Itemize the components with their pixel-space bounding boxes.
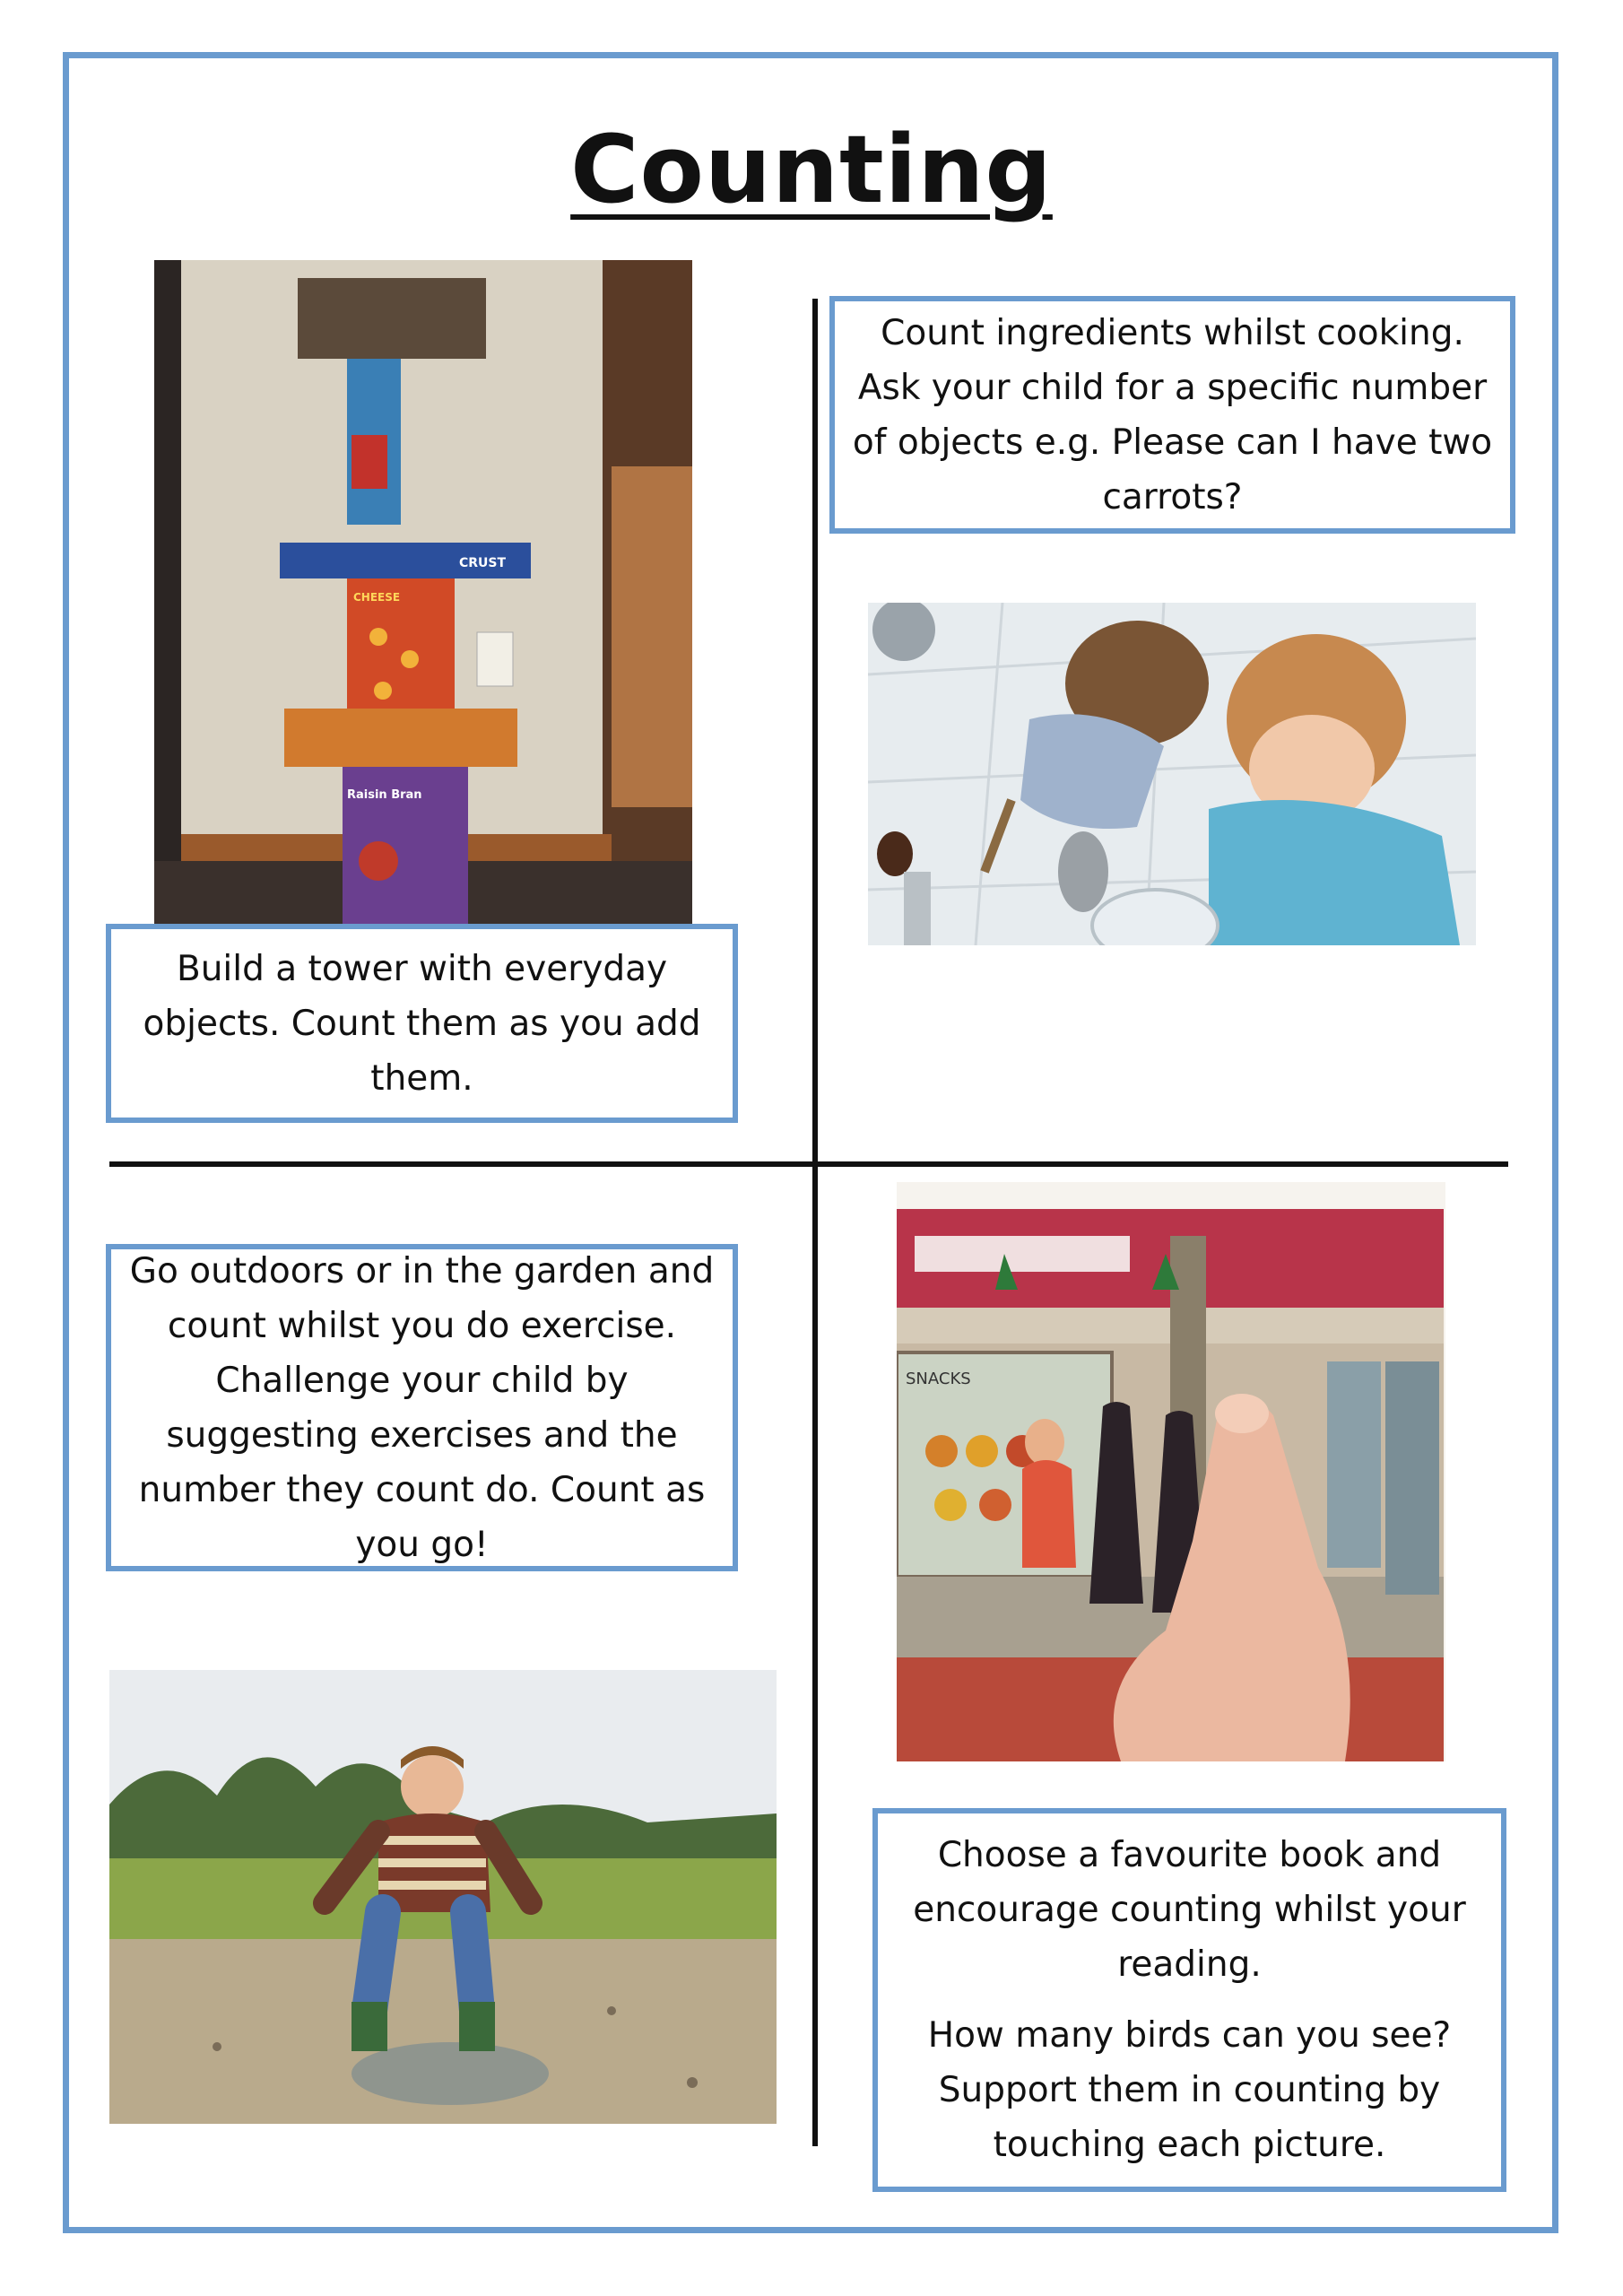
- tower-photo: [154, 260, 692, 924]
- cooking-photo: [868, 603, 1476, 945]
- tower-activity-box: [106, 924, 738, 1123]
- cooking-activity-text: Count ingredients whilst cooking. Ask your child for a specific number of objects e.g. Please can I have two carrots?: [852, 312, 1493, 517]
- jumping-photo: [109, 1670, 777, 2124]
- outdoors-activity-text: Go outdoors or in the garden and count whilst you do exercise. Challenge your child by suggesting exercises and the number they count do. Count as you go!: [129, 1250, 715, 1565]
- book-photo: [897, 1182, 1445, 1761]
- book-activity-text: Choose a favourite book and encourage counting whilst your reading.: [913, 1835, 1466, 1985]
- vertical-divider: [812, 299, 818, 2146]
- cooking-activity-box: [829, 296, 1515, 534]
- shop-sign-text: SNACKS: [906, 1370, 971, 1388]
- book-activity-box: [872, 1808, 1506, 2192]
- box-label-cheese: CHEESE: [353, 591, 401, 604]
- tower-activity-text: Build a tower with everyday objects. Count them as you add them.: [143, 948, 701, 1099]
- page-title: Counting: [570, 115, 1053, 224]
- box-label-crust: CRUST: [459, 556, 507, 570]
- book-followup-text: How many birds can you see? Support them in counting by touching each picture.: [927, 2015, 1452, 2165]
- outdoors-activity-box: [106, 1244, 738, 1571]
- horizontal-divider: [109, 1161, 1508, 1167]
- box-label-raisin: Raisin Bran: [347, 788, 422, 802]
